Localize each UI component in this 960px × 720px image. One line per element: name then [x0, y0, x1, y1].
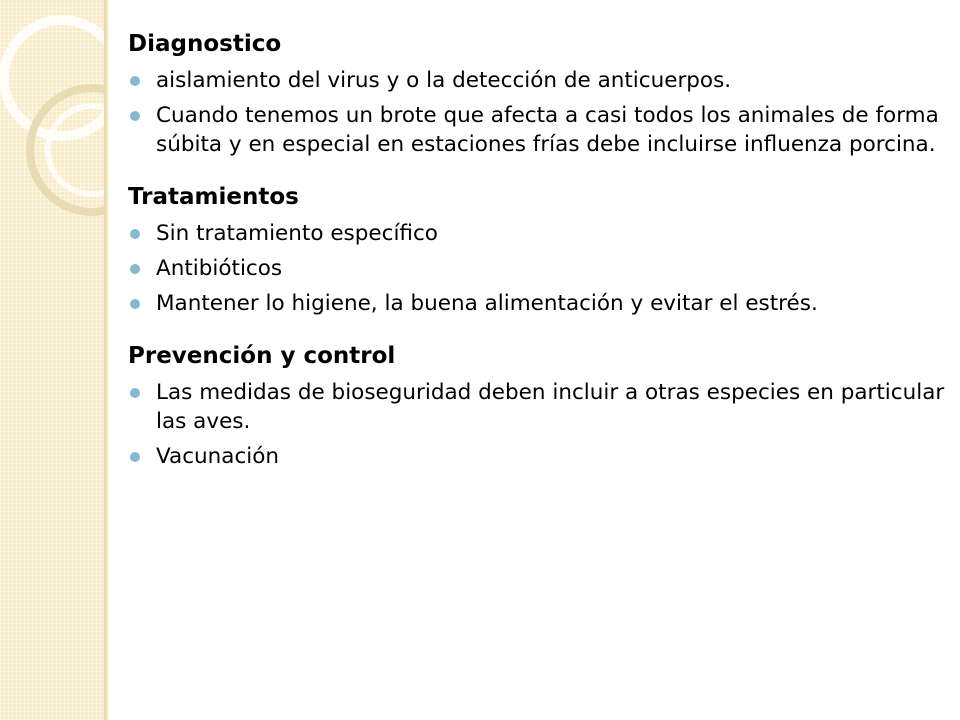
section-prevencion-control [128, 340, 954, 471]
bullet-list [128, 66, 954, 159]
bullet-dot-icon [130, 264, 140, 274]
list-item-text: Sin tratamiento específico [156, 221, 438, 246]
section-title: Diagnostico [128, 31, 282, 57]
list-item [128, 442, 954, 471]
list-item-text: Mantener lo higiene, la buena alimentación y evitar el estrés. [156, 291, 818, 316]
bullet-dot-icon [130, 452, 140, 462]
list-item-text: Antibióticos [156, 256, 283, 281]
bullet-dot-icon [130, 111, 140, 121]
list-item-text: Cuando tenemos un brote que afecta a casi todos los animales de forma súbita y en especial en estaciones frías debe incluirse influenza porcina. [156, 103, 939, 157]
decorative-rings-icon [0, 0, 104, 260]
section-title: Tratamientos [128, 184, 299, 210]
bullet-dot-icon [130, 299, 140, 309]
bullet-dot-icon [130, 76, 140, 86]
bullet-dot-icon [130, 388, 140, 398]
bullet-dot-icon [130, 229, 140, 239]
bullet-list [128, 378, 954, 471]
list-item [128, 378, 954, 436]
bullet-list [128, 219, 954, 318]
section-title: Prevención y control [128, 343, 396, 369]
section-tratamientos [128, 181, 954, 318]
list-item-text: Vacunación [156, 444, 280, 469]
list-item-text: aislamiento del virus y o la detección de anticuerpos. [156, 68, 732, 93]
section-diagnostico [128, 28, 954, 159]
decorative-side-rule [104, 0, 109, 720]
list-item [128, 66, 954, 95]
list-item [128, 254, 954, 283]
list-item [128, 219, 954, 248]
list-item [128, 289, 954, 318]
slide-content [128, 28, 954, 493]
list-item-text: Las medidas de bioseguridad deben incluir a otras especies en particular las aves. [156, 380, 945, 434]
list-item [128, 101, 954, 159]
